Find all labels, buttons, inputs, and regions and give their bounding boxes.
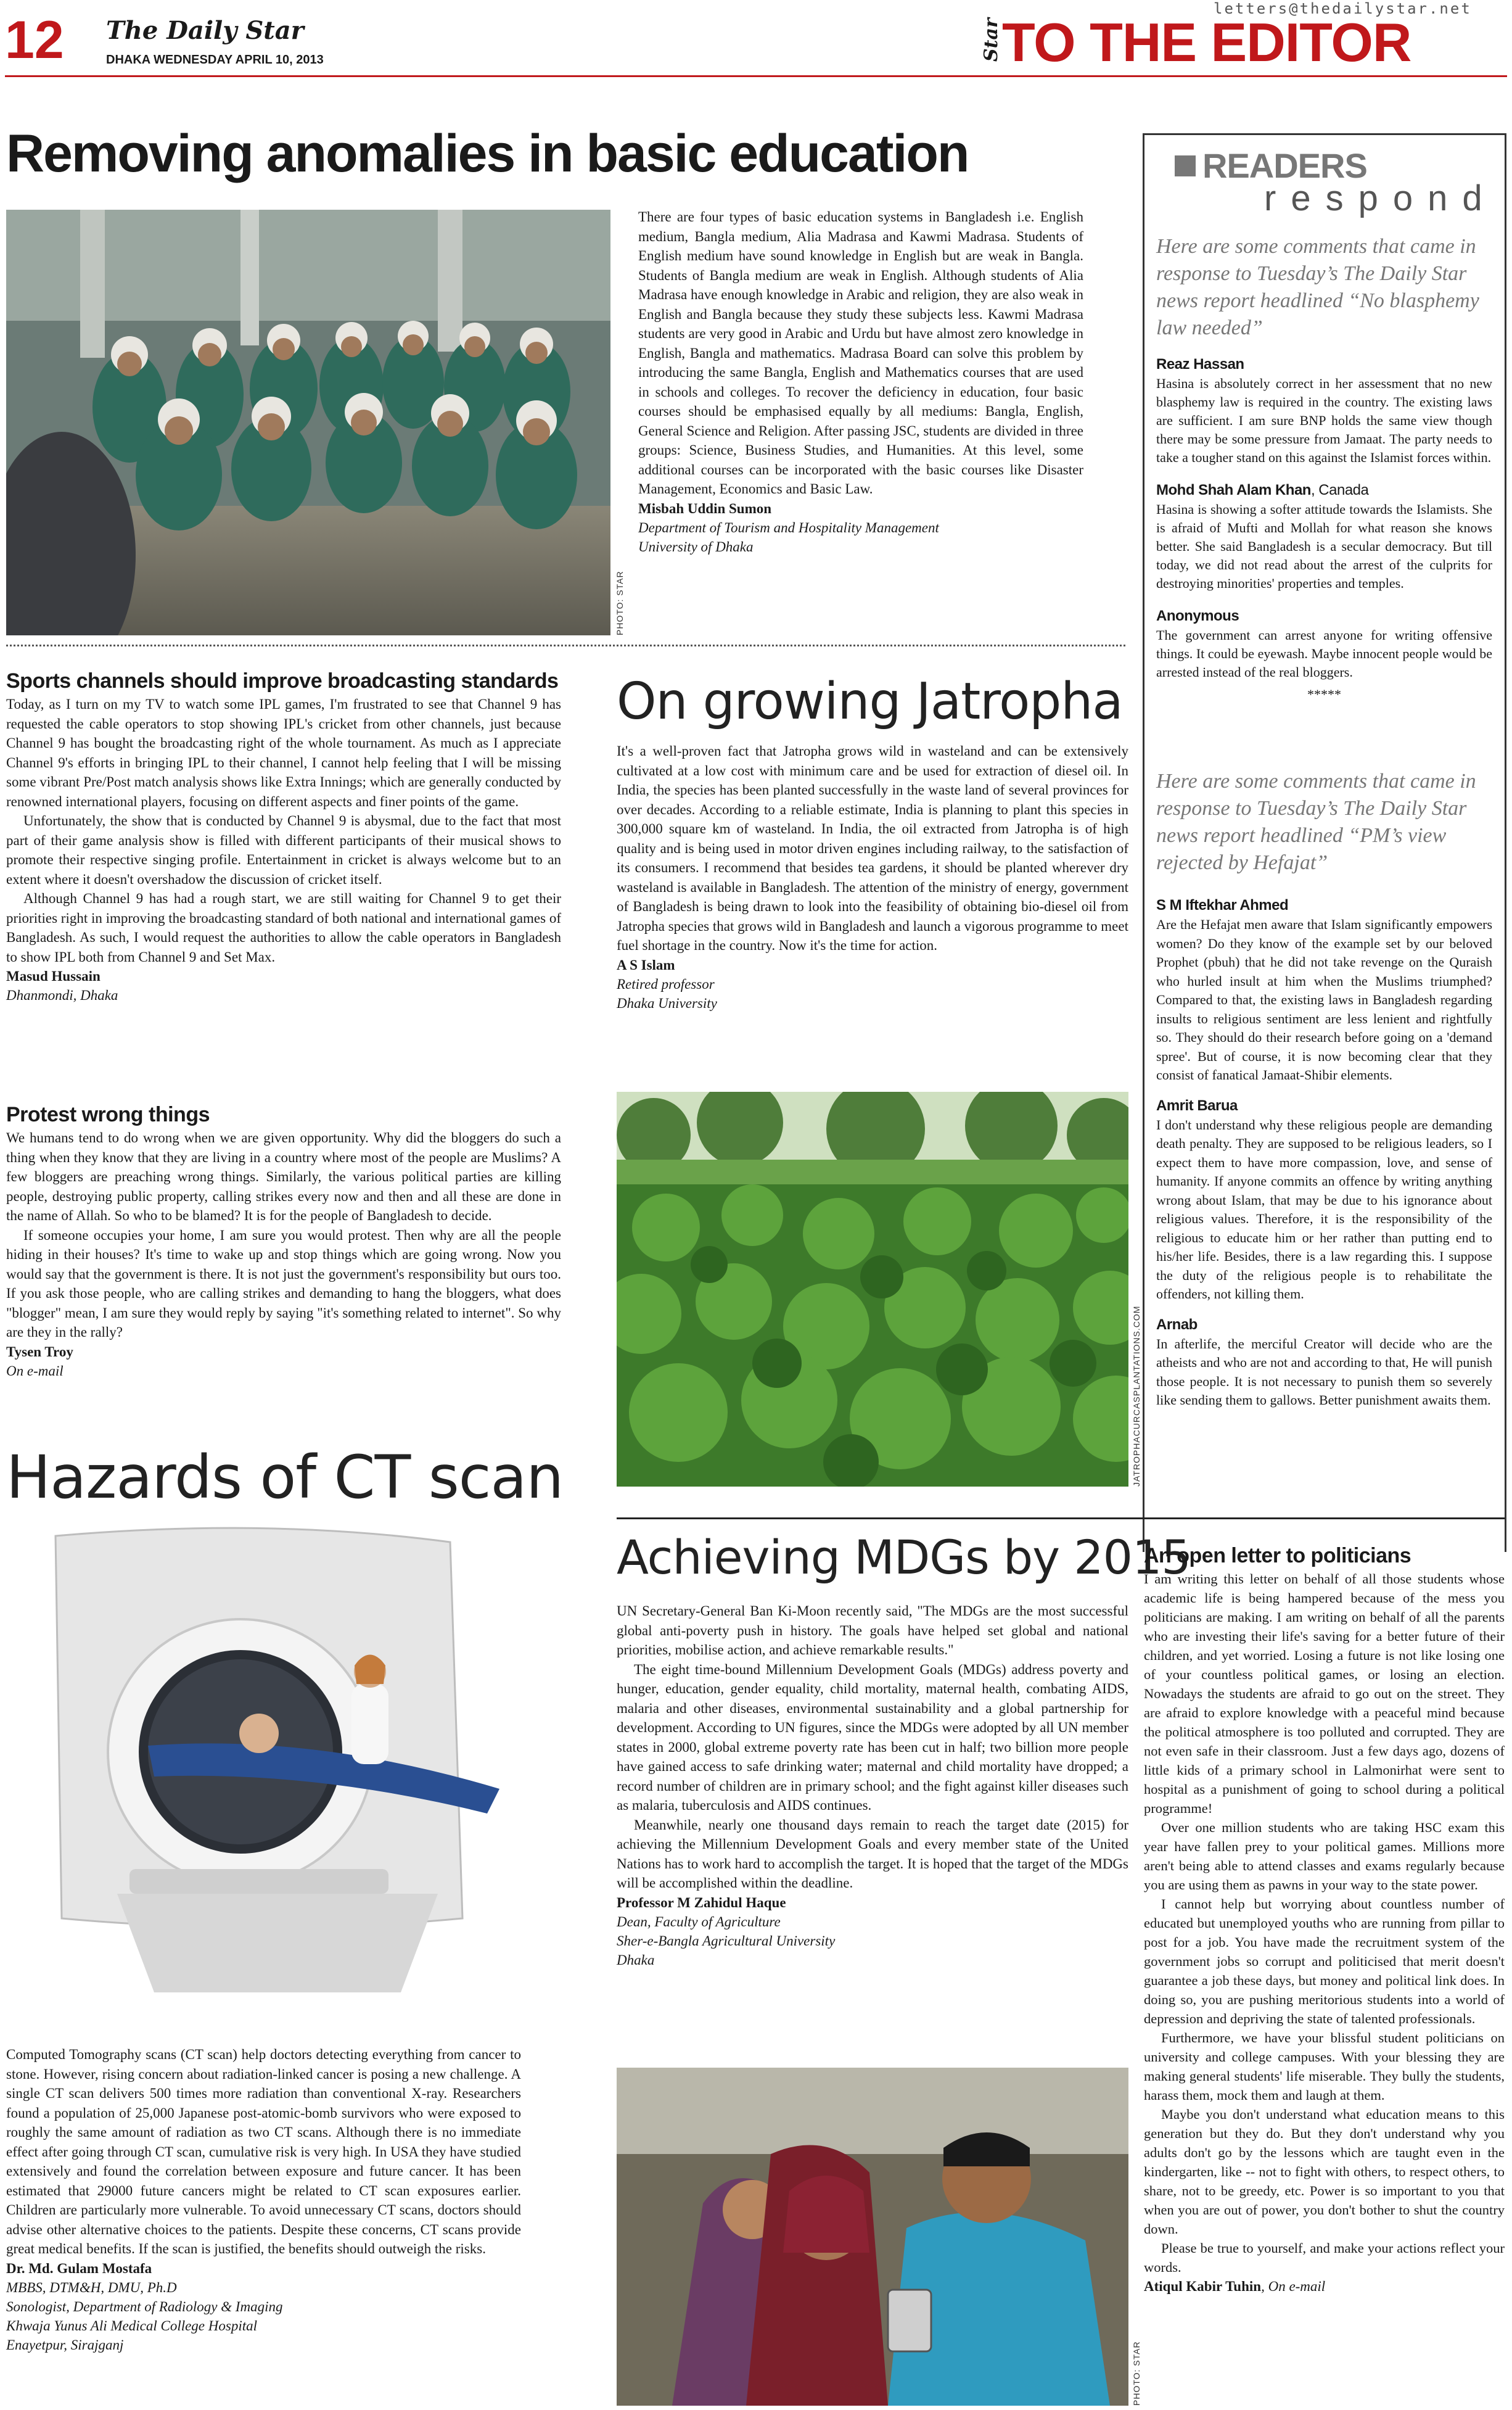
comment-text: Hasina is showing a softer attitude towards the Islamists. She is afraid of Mufti and Mollah for what reason she knows better. She said Bangladesh is a secular democracy. But till today, we did not read about the arrest of the culprits for destroying minorities' properties and temples. xyxy=(1156,501,1492,591)
masthead-logo: The Daily Star xyxy=(106,16,304,45)
protest-body xyxy=(6,1128,561,1342)
separator: ***** xyxy=(1307,687,1341,702)
mdg-affiliation-1: Dean, Faculty of Agriculture xyxy=(617,1913,781,1929)
jatropha-photo-credit: JATROPHACURCASPLANTATIONS.COM xyxy=(1132,1305,1141,1487)
mdg-separator xyxy=(617,1517,1505,1519)
sports-headline: Sports channels should improve broadcasting standards xyxy=(6,669,559,693)
ct-affiliation-3: Khwaja Yunus Ali Medical College Hospital xyxy=(6,2317,257,2334)
mdg-paragraph: The eight time-bound Millennium Development Goals (MDGs) address poverty and hunger, education, gender equality, child mortality, maternal health, combating AIDS, malaria and other diseases, environmental sustainability and a global partnership for development. According to UN figures, since the MDGs were adopted by all UN member states in 2000, global extreme poverty rate has been cut in half; two billion more people have gained access to safe drinking water; maternal and child mortality have dropped; a record number of children are in primary school; and the fight against killer diseases such as malaria, tuberculosis and AIDS continues. xyxy=(617,1661,1128,1813)
mdg-paragraph: Meanwhile, nearly one thousand days remain to reach the target date (2015) for achieving the Millennium Development Goals and every member state of the United Nations has to work hard to accomplish the target. It is hoped that the target of the MDGs will be accomplished within the deadline. xyxy=(617,1817,1128,1891)
lead-affiliation-1: Department of Tourism and Hospitality Management xyxy=(638,519,939,535)
open-letter xyxy=(1144,1542,1505,2296)
lead-headline: Removing anomalies in basic education xyxy=(6,124,969,183)
protest-author: Tysen Troy xyxy=(6,1343,73,1360)
mdg-paragraph: UN Secretary-General Ban Ki-Moon recently said, "The MDGs are the most successful global anti-poverty push in history. The goals have helped set global and national priorities, mobilise action, and achieve remarkable results." xyxy=(617,1603,1128,1657)
sports-author: Masud Hussain xyxy=(6,968,101,984)
email-address[interactable]: letters@thedailystar.net xyxy=(1214,0,1472,17)
comment-text: Are the Hefajat men aware that Islam significantly empowers women? Do they know of the example set by our beloved Prophet (pbuh) that he did not take revenge on the Quraish who hurled insult at him when the Muslims triumphed? Compared to that, the existing laws in Bangladesh regarding insults to religious sentiment are less lenient and rightfully so. They should do their research before going on a 'demand spree'. But of course, it is now becoming clear that they consist of fanatical Jamaat-Shibir elements. xyxy=(1156,917,1492,1083)
mdg-headline: Achieving MDGs by 2015 xyxy=(617,1530,1191,1585)
sports-paragraph: Today, as I turn on my TV to watch some IPL games, I'm frustrated to see that Channel 9 has requested the cable operators to stop showing IPL's cricket from other channels, just because Channel 9 has bought the broadcasting right of the whole tournament. As much as I appreciate Channel 9's efforts in bringing IPL to their channel, I cannot help feeling that I will be missing some vibrant Pre/Post match analysis shows like Extra Innings; which are generally conducted by renowned international players, focusing on different aspects and finer points of the game. xyxy=(6,696,561,809)
ct-author: Dr. Md. Gulam Mostafa xyxy=(6,2260,152,2276)
jatropha-paragraph: It's a well-proven fact that Jatropha grows wild in wasteland and can be extensively cultivated at a low cost with minimum care and be used for extraction of diesel oil. In India, the species has been planted successfully in the waste land of several provinces for over decades. According to a reliable estimate, India is planning to plant this species in 300,000 square km of wasteland. In India, the oil extracted from Jatropha is of high quality and is being used in motor driven engines including railway, to the satisfaction of its consumers. I recommend that besides tea gardens, it should be planted wherever dry wasteland is available in Bangladesh. The attention of the ministry of energy, government of Bangladesh is being drawn to look into the feasibility of obtaining bio-diesel oil from Jatropha species that grows wild in Bangladesh and launch a vigorous programme to meet fuel shortage in the country. Now it's the time for action. xyxy=(617,743,1128,953)
mdg-affiliation-3: Dhaka xyxy=(617,1952,655,1968)
ct-affiliation-1: MBBS, DTM&H, DMU, Ph.D xyxy=(6,2279,177,2295)
open-letter-paragraph: I cannot help but worrying about countless number of educated but unemployed youths who are running from pillar to post for a job. You have made the recruitment system of the government jobs so corrupt and politicised that merit doesn't guarantee a job these days, but money and political link does. In doing so, you are pushing meritorious students into a world of depression and depriving the state of talented professionals. xyxy=(1144,1896,1505,2026)
sports-body xyxy=(6,695,561,967)
comment-text: Hasina is absolutely correct in her assessment that no new blasphemy law is required in the country. The existing laws are sufficient. I am sure BNP holds the same view though there may be some pressure from Jamaat. The party needs to take a tougher stand on this against the Islamist forces within. xyxy=(1156,376,1492,465)
readers-set-1 xyxy=(1156,355,1492,704)
commenter-name: Reaz Hassan xyxy=(1156,356,1244,373)
open-letter-affiliation: , On e-mail xyxy=(1261,2279,1326,2294)
jatropha-body xyxy=(617,741,1128,955)
sports-letter xyxy=(6,667,561,1005)
family-photo-credit: PHOTO: STAR xyxy=(1132,2341,1141,2406)
readers-title: READERS xyxy=(1202,146,1367,185)
comment-text: I don't understand why these religious people are demanding death penalty. They are supposed to be religious leaders, so I expect them to have more compassion, love, and sense of humanity. If anyone commits an offence by writing anything wrong about Islam, that may be due to his ignorance about religious values. Therefore, it is the responsibility of the religious to educate him or her rather than putting end to his/her life. Besides, there is a law regarding this. I suppose the duty of the religious people is to rehabilitate the offenders, not killing them. xyxy=(1156,1116,1492,1302)
open-letter-signature xyxy=(1144,2277,1505,2296)
family-photo xyxy=(617,2068,1128,2406)
comment xyxy=(1156,606,1492,682)
sports-affiliation: Dhanmondi, Dhaka xyxy=(6,988,118,1003)
open-letter-paragraph: Over one million students who are taking HSC exam this year have fallen prey to your political games. Millions more aren't being able to attend classes and exams regularly because you are using them as pawns in your way to the state power. xyxy=(1144,1820,1505,1892)
comment-text: In afterlife, the merciful Creator will decide who are the atheists and who are not and according to that, He will punish those people. It is not necessary to punish them so severely like sending them to gallows. Better punishment awaits them. xyxy=(1156,1335,1492,1408)
section-title: TO THE EDITOR xyxy=(1002,12,1411,73)
ct-affiliation-2: Sonologist, Department of Radiology & Imaging xyxy=(6,2298,283,2314)
mdg-letter xyxy=(617,1601,1128,1970)
protest-headline: Protest wrong things xyxy=(6,1103,210,1126)
comment xyxy=(1156,1096,1492,1304)
open-letter-paragraph: Maybe you don't understand what education means to this generation but they do. But they don't understand why you adults don't go by the lessons which are taught even in the kindergarten, like -- not to fight with others, to respect others, to share, not to be greedy, etc. Power is so important to you that when you are out of power, you don't bother to shut the country down. xyxy=(1144,2107,1505,2237)
readers-square-icon xyxy=(1175,155,1196,176)
ct-headline: Hazards of CT scan xyxy=(6,1443,564,1512)
ct-paragraph: Computed Tomography scans (CT scan) help doctors detecting everything from cancer to stone. However, rising concern about radiation-linked cancer is posing a new challenge. A single CT scan delivers 500 times more radiation than conventional X-ray. Researchers found a population of 25,000 Japanese post-atomic-bomb survivors who were exposed to roughly the same amount of radiation as two CT scans. Although there is no immediate effect after going through CT scan, cumulative risk is very high. In USA they have studied extensively and found the correlation between exposure and future cancer. It has been estimated that 29000 future cancers might be related to CT scan exposures earlier. Children are particularly more vulnerable. To avoid unnecessary CT scans, doctors should advise other alternative choices to the patients. Despite these concerns, CT scans provide great medical benefits. If the scan is justified, the benefits should outweigh the risks. xyxy=(6,2047,521,2256)
readers-set-2 xyxy=(1156,896,1492,1410)
mdg-author: Professor M Zahidul Haque xyxy=(617,1894,786,1910)
protest-letter xyxy=(6,1101,561,1380)
classroom-photo xyxy=(6,210,610,635)
protest-paragraph: We humans tend to do wrong when we are given opportunity. Why did the bloggers do such a thing when they know that they are living in a country where most of the people are Muslims? A few bloggers are preaching wrong things. Similarly, the various political parties are killing people, destroying public property, calling strikes every now and then and all these are done in the name of Allah. So who to be blamed? It is for the people of Bangladesh to decide. xyxy=(6,1130,561,1223)
lead-body xyxy=(638,207,1083,556)
dateline: DHAKA WEDNESDAY APRIL 10, 2013 xyxy=(106,53,324,67)
ct-scanner-photo xyxy=(6,1524,521,2036)
jatropha-headline: On growing Jatropha xyxy=(617,672,1123,731)
commenter-name: Amrit Barua xyxy=(1156,1097,1238,1114)
ct-affiliation-4: Enayetpur, Sirajganj xyxy=(6,2337,124,2353)
commenter-name: Arnab xyxy=(1156,1316,1198,1333)
commenter-name: Mohd Shah Alam Khan, Canada xyxy=(1156,482,1369,498)
ct-letter xyxy=(6,2045,521,2354)
readers-title-2: respond xyxy=(1264,178,1497,218)
protest-paragraph: If someone occupies your home, I am sure you would protest. Then why are all the people hiding in their houses? It's time to wake up and stop things which are going wrong. Now you would say that the government is there. It is not just the government's responsibility but ours too. If you ask those people, who are calling strikes and demanding to hang the bloggers, what does "blogger" mean, I am sure they would reply by saying "it's something related to internet". So why are they in the rally? xyxy=(6,1227,561,1340)
open-letter-headline: An open letter to politicians xyxy=(1144,1544,1411,1567)
comment-text: The government can arrest anyone for writing offensive things. It could be eyewash. Maybe innocent people would be arrested instead of the real bloggers. xyxy=(1156,627,1492,680)
open-letter-author: Atiqul Kabir Tuhin xyxy=(1144,2279,1262,2294)
comment xyxy=(1156,355,1492,467)
star-logo: Star xyxy=(980,18,1002,62)
mdg-affiliation-2: Sher-e-Bangla Agricultural University xyxy=(617,1933,836,1949)
lead-paragraph: There are four types of basic education systems in Bangladesh i.e. English medium, Bangla medium, Alia Madrasa and Kawmi Madrasa. Students of English medium have sound knowledge in English but are weak in Bangla. Students of Bangla medium are weak in English. Although students of Alia Madrasa have enough knowledge in Arabic and religion, they are also weak in English and Bangla because they study these subjects less. Kawmi Madrasa students are very good in Arabic and Urdu but have almost zero knowledge in English, Bangla and mathematics. Madrasa Board can solve this problem by introducing the same Bangla, English and Mathematics courses that are used in schools and colleges. To recover the deficiency in education, four basic courses should be emphasised equally by all mediums: Bangla, English, General Science and Religion. After passing JSC, students are divided in three groups: Science, Business Studies, and Humanities. At this level, some additional courses can be incorporated with the basic courses like Disaster Management, Economics and Basic Law. xyxy=(638,209,1083,497)
protest-affiliation: On e-mail xyxy=(6,1363,64,1379)
jatropha-affiliation-1: Retired professor xyxy=(617,976,715,992)
sports-paragraph: Unfortunately, the show that is conducted by Channel 9 is abysmal, due to the fact that most part of their game analysis show is filled with different participants of their musical shows to promote their respective singing profile. Entertainment in cricket is always welcome but to an extent where it doesn't overshadow the discussion of cricket itself. xyxy=(6,813,561,887)
mdg-body xyxy=(617,1601,1128,1893)
commenter-name: S M Iftekhar Ahmed xyxy=(1156,897,1289,914)
lead-photo-credit: PHOTO: STAR xyxy=(615,571,625,635)
ct-body xyxy=(6,2045,521,2259)
readers-intro-1: Here are some comments that came in response to Tuesday’s The Daily Star news report headlined “No blasphemy law needed” xyxy=(1156,235,1479,339)
page-number: 12 xyxy=(5,10,64,70)
sports-paragraph: Although Channel 9 has had a rough start, we are still waiting for Channel 9 to get their priorities right in improving the broadcasting standard of both national and international games of Bangladesh. As such, I would request the authorities to allow the cable operators in Bangladesh to show IPL both from Channel 9 and Set Max. xyxy=(6,891,561,965)
open-letter-body xyxy=(1144,1569,1505,2277)
comment xyxy=(1156,1315,1492,1410)
jatropha-photo xyxy=(617,1092,1128,1487)
lead-affiliation-2: University of Dhaka xyxy=(638,539,754,555)
readers-intro-2: Here are some comments that came in response to Tuesday’s The Daily Star news report headlined “PM’s view rejected by Hefajat” xyxy=(1156,770,1476,874)
open-letter-paragraph: I am writing this letter on behalf of all those students whose academic life is being hampered because of the mess you politicians are making. I am writing on behalf of all the parents who are investing their life's saving for a better future of their children, and yet worried. Losing a future is not like losing one of your countless political games, or losing an election. Nowadays the students are afraid to go out on the street. They are afraid to explore knowledge with a peaceful mind because the political atmosphere is too polluted and corrupted. They are not even safe in their classroom. Just a few days ago, dozens of little kids of a primary school in Lalmonirhat were sent to hospital as a punishment of going to school during a political programme! xyxy=(1144,1571,1505,1816)
open-letter-paragraph: Furthermore, we have your blissful student politicians on university and college campuses. With your blessing they are making general students' life miserable. They bully the students, harass them, mock them and laugh at them. xyxy=(1144,2030,1505,2103)
jatropha-affiliation-2: Dhaka University xyxy=(617,995,717,1011)
comment xyxy=(1156,896,1492,1085)
comment xyxy=(1156,481,1492,593)
lead-author: Misbah Uddin Sumon xyxy=(638,500,772,516)
header-rule xyxy=(5,75,1507,77)
jatropha-letter xyxy=(617,741,1128,1013)
open-letter-paragraph: Please be true to yourself, and make your actions reflect your words. xyxy=(1144,2240,1505,2275)
lead-separator xyxy=(6,645,1125,646)
jatropha-author: A S Islam xyxy=(617,957,675,973)
commenter-name: Anonymous xyxy=(1156,608,1239,624)
